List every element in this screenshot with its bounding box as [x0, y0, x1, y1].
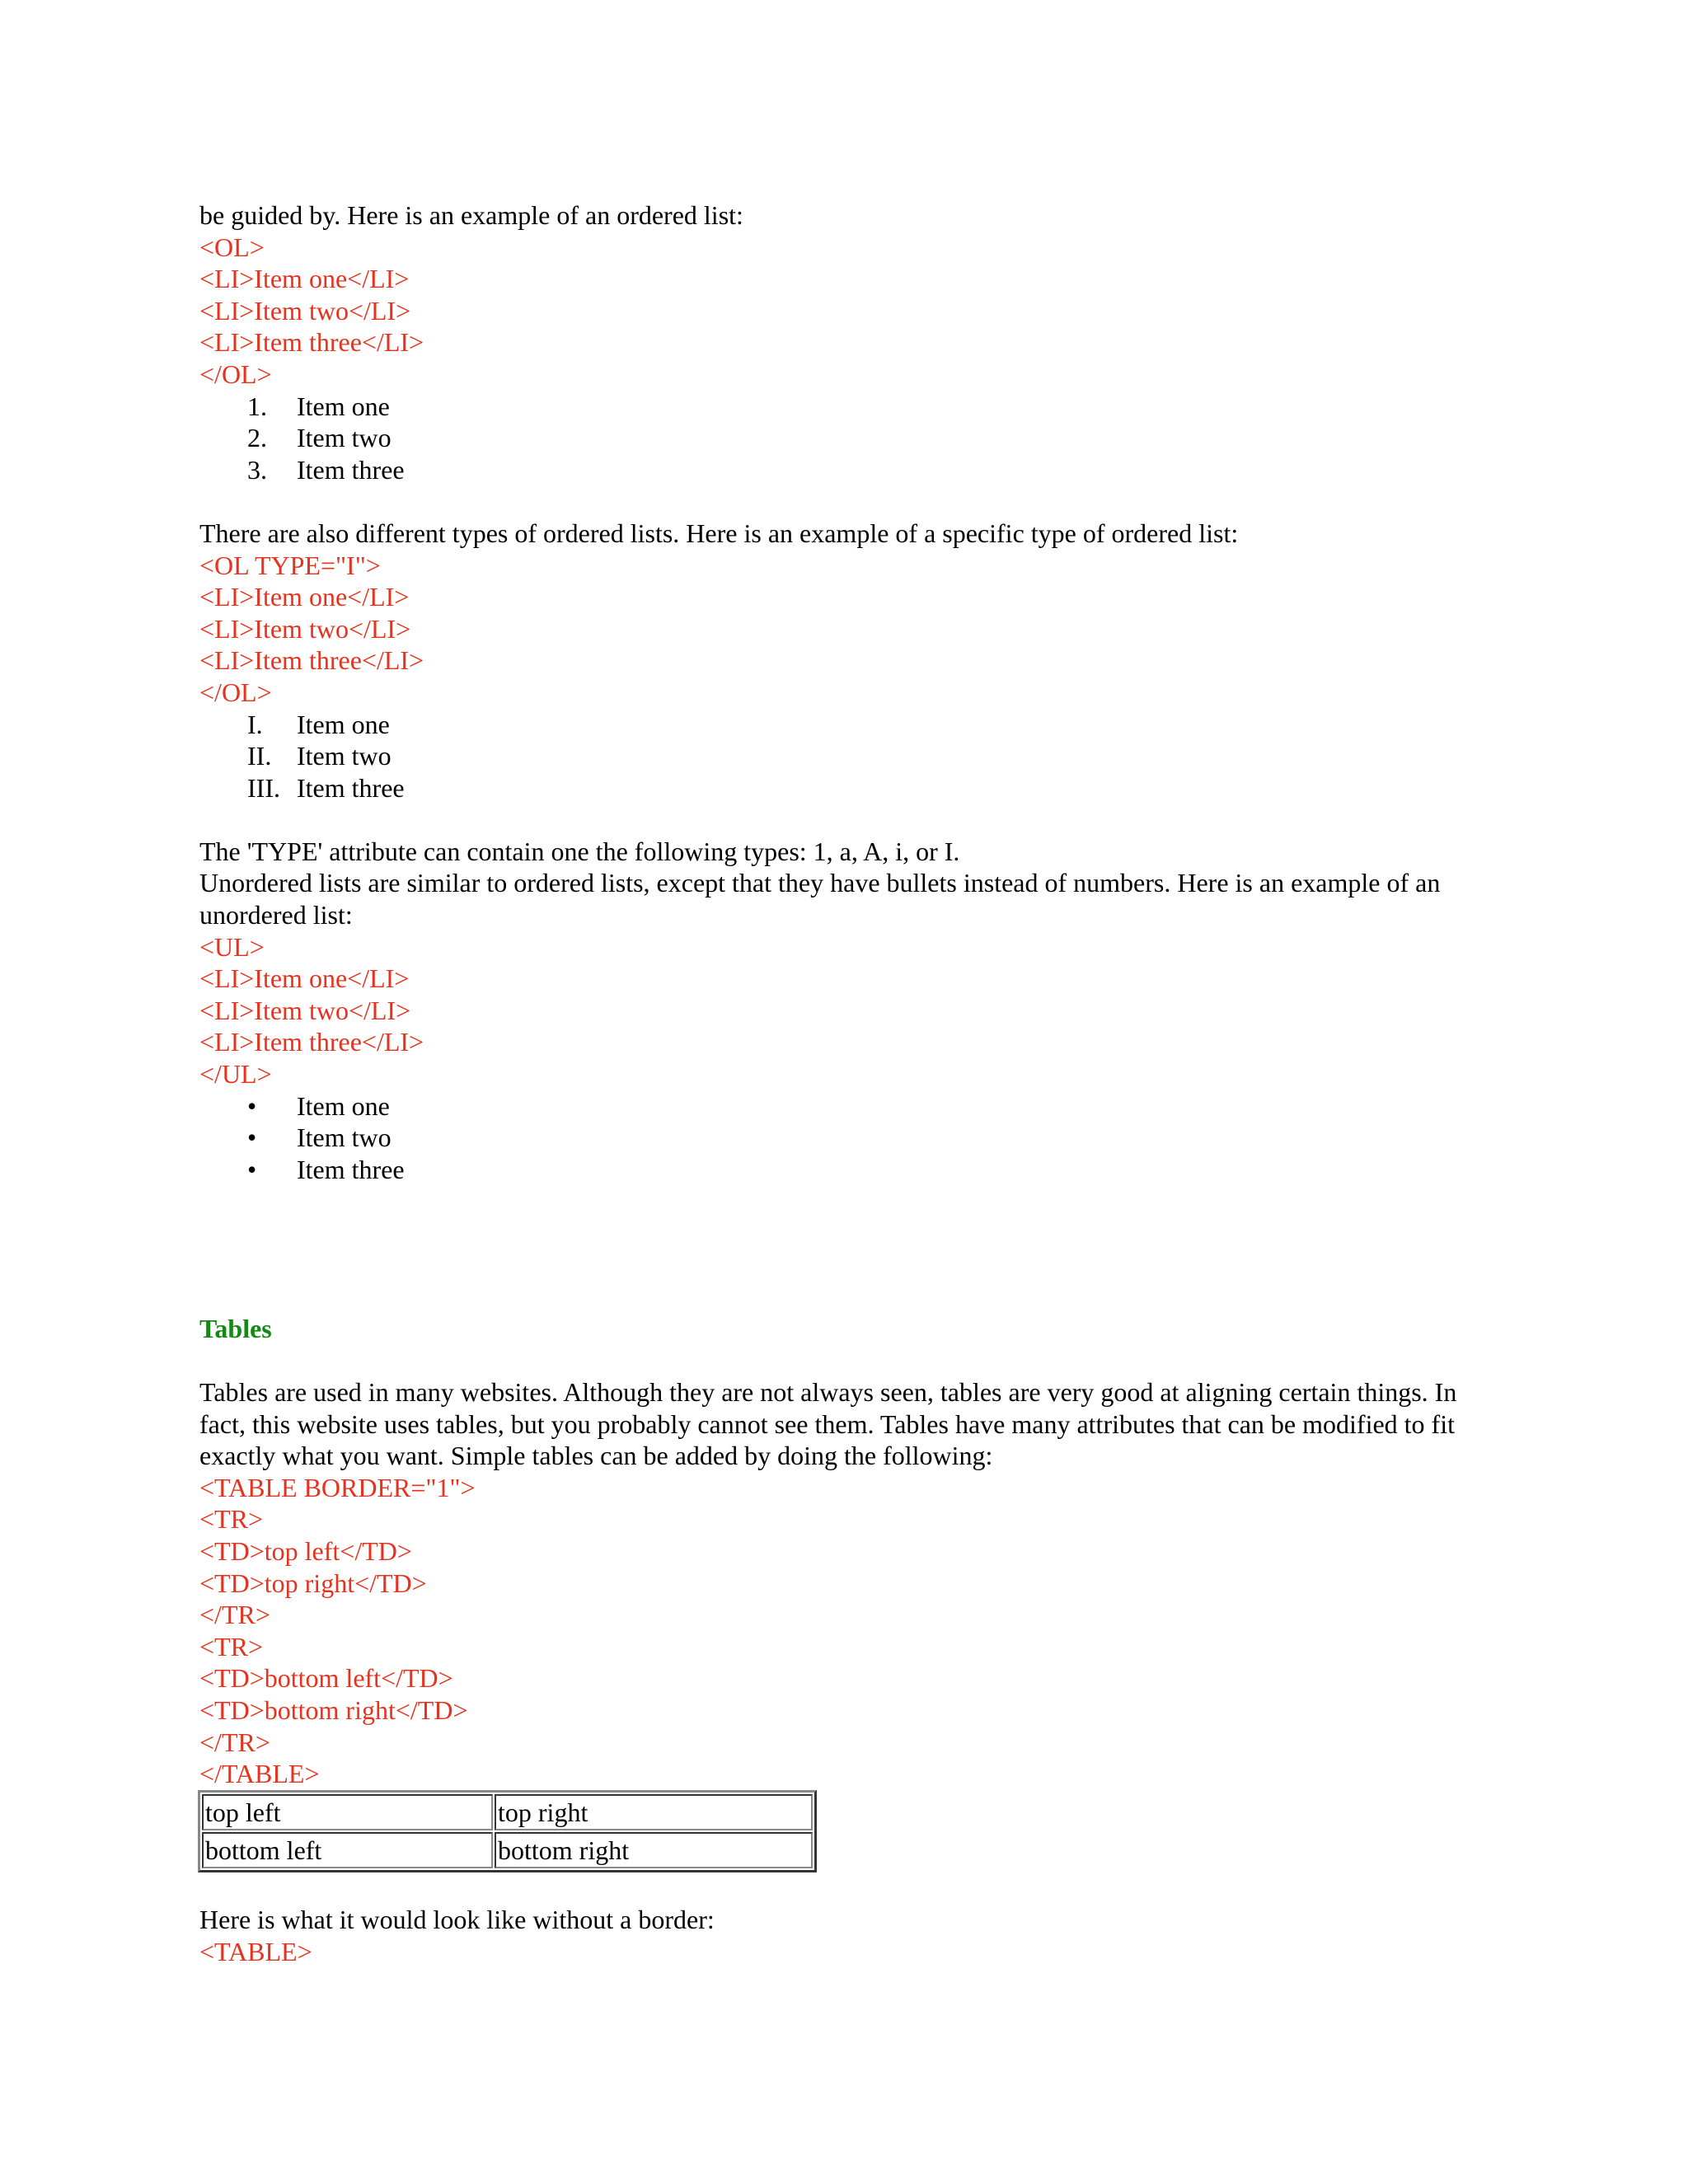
list-item: [199, 1090, 1485, 1122]
code-line: <LI>Item three</LI>: [199, 1027, 424, 1057]
list-marker: 3.: [247, 454, 267, 485]
list-marker: 1.: [247, 391, 267, 421]
list-marker: I.: [247, 709, 263, 739]
list-item: [199, 772, 1485, 804]
type-attribute-text: The 'TYPE' attribute can contain one the following types: 1, a, A, i, or I.: [199, 836, 960, 866]
spacer: [199, 1872, 1485, 1905]
code-line: <LI>Item one</LI>: [199, 582, 410, 612]
spacer: [199, 1281, 1485, 1313]
table-cell: top right: [495, 1794, 813, 1830]
list-item: [199, 454, 1485, 486]
list-item: [199, 709, 1485, 741]
list-item-text: Item three: [297, 1154, 405, 1184]
code-line: <LI>Item two</LI>: [199, 995, 411, 1025]
unordered-intro: Unordered lists are similar to ordered lists, except that they have bullets instead of numbers. Here is an example of an unordered list:: [199, 868, 1441, 930]
table-cell: bottom right: [495, 1832, 813, 1868]
code-line: <OL>: [199, 232, 265, 262]
list-item-text: Item one: [297, 709, 390, 739]
list-item: [199, 1154, 1485, 1186]
list-item-text: Item two: [297, 741, 392, 771]
code-line: <LI>Item one</LI>: [199, 963, 410, 994]
ordered-list-roman: [199, 709, 1485, 804]
section-heading-tables: Tables: [199, 1313, 272, 1343]
bullet-icon: •: [247, 1154, 257, 1184]
code-line: <LI>Item three</LI>: [199, 645, 424, 676]
code-line: <TD>top right</TD>: [199, 1568, 427, 1598]
list-item: [199, 740, 1485, 772]
bullet-icon: •: [247, 1122, 257, 1153]
spacer: [199, 1217, 1485, 1249]
spacer: [199, 1185, 1485, 1217]
list-item: [199, 422, 1485, 454]
code-block-3: [199, 931, 1485, 1090]
code-line: <LI>Item one</LI>: [199, 264, 410, 294]
code-block-2: [199, 550, 1485, 709]
list-item-text: Item three: [297, 772, 405, 803]
table-row: [202, 1794, 813, 1830]
code-line: <UL>: [199, 931, 265, 962]
code-line: <TR>: [199, 1631, 263, 1661]
list-marker: 2.: [247, 423, 267, 453]
table-row: [202, 1832, 813, 1868]
code-line: <TD>top left</TD>: [199, 1535, 412, 1566]
list-marker: III.: [247, 772, 280, 803]
list-item-text: Item two: [297, 1122, 392, 1153]
code-block-1: [199, 232, 1485, 391]
code-line: <LI>Item three</LI>: [199, 327, 424, 358]
table-cell: bottom left: [202, 1832, 493, 1868]
unordered-list: [199, 1090, 1485, 1186]
code-line: <LI>Item two</LI>: [199, 613, 411, 644]
list-marker: II.: [247, 741, 272, 771]
table-cell: top left: [202, 1794, 493, 1830]
list-item-text: Item two: [297, 423, 392, 453]
no-border-text: Here is what it would look like without a border:: [199, 1905, 715, 1935]
code-block-4: [199, 1472, 1485, 1790]
list-item-text: Item one: [297, 391, 390, 421]
list-item-text: Item three: [297, 454, 405, 485]
bullet-icon: •: [247, 1090, 257, 1121]
code-line: </TR>: [199, 1727, 270, 1757]
code-line: </TR>: [199, 1600, 270, 1630]
spacer: [199, 1249, 1485, 1282]
ordered-list-numeric: [199, 391, 1485, 486]
types-intro: There are also different types of ordered lists. Here is an example of a specific type of ordered list:: [199, 518, 1239, 548]
code-line: <TABLE BORDER="1">: [199, 1472, 476, 1502]
intro-line: be guided by. Here is an example of an ordered list:: [199, 200, 743, 230]
code-line: <TD>bottom left</TD>: [199, 1663, 453, 1694]
code-line: <OL TYPE="I">: [199, 550, 381, 580]
page-content: [199, 199, 1485, 1967]
spacer: [199, 485, 1485, 518]
code-line: <LI>Item two</LI>: [199, 295, 411, 326]
spacer: [199, 804, 1485, 836]
code-line: <TABLE>: [199, 1936, 312, 1966]
code-line: </OL>: [199, 359, 272, 389]
code-line: </OL>: [199, 677, 272, 707]
spacer: [199, 1344, 1485, 1376]
list-item: [199, 391, 1485, 423]
code-line: <TD>bottom right</TD>: [199, 1694, 468, 1725]
list-item: [199, 1122, 1485, 1154]
code-line: <TR>: [199, 1504, 263, 1535]
tables-intro: Tables are used in many websites. Although they are not always seen, tables are very good at aligning certain things. In fact, this website uses tables, but you probably cannot see them. Tables have many attributes that can be modified to fit exactly what you want. Simple tables can be added by doing the following:: [199, 1376, 1457, 1471]
list-item-text: Item one: [297, 1090, 390, 1121]
demo-table: [198, 1790, 817, 1872]
code-line: </TABLE>: [199, 1759, 320, 1789]
code-line: </UL>: [199, 1059, 272, 1090]
